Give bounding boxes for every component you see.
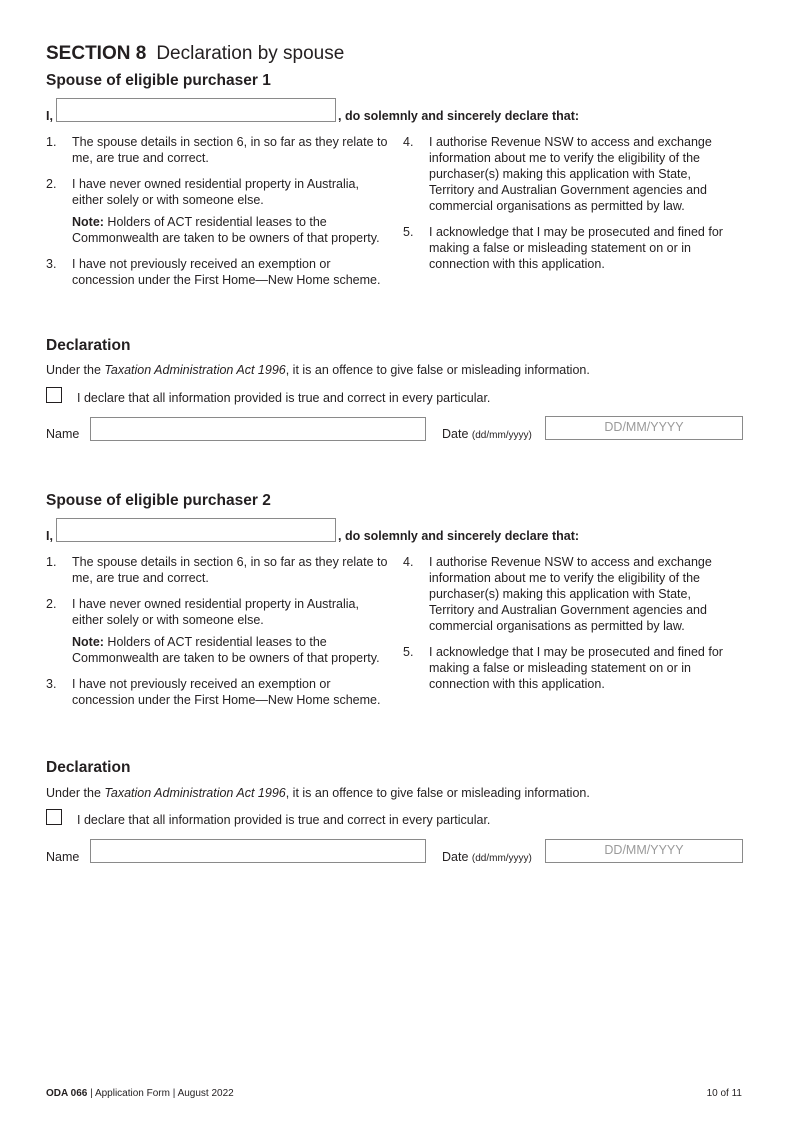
declaration-heading: Declaration <box>46 759 131 776</box>
intro-suffix: , do solemnly and sincerely declare that: <box>338 529 580 543</box>
list-item: 2. I have never owned residential property in Australia, either solely or with someone else. Note: Holders of ACT residential leases to the Commonwealth are taken to be owners of that property. <box>46 596 391 666</box>
section-name: Declaration by spouse <box>156 43 345 64</box>
footer-info: ODA 066 | Application Form | August 2022 <box>46 1088 234 1099</box>
spouse-heading: Spouse of eligible purchaser 2 <box>46 492 271 509</box>
declarant-name-field[interactable] <box>56 518 336 542</box>
intro-suffix: , do solemnly and sincerely declare that: <box>338 109 580 123</box>
spouse-heading: Spouse of eligible purchaser 1 <box>46 72 271 89</box>
declaration-list-left <box>46 134 391 298</box>
declarant-name-field[interactable] <box>56 98 336 122</box>
declaration-checkbox[interactable] <box>46 809 62 825</box>
act-name: Taxation Administration Act 1996 <box>104 363 286 377</box>
list-item: 3. I have not previously received an exemption or concession under the First Home—New Home scheme. <box>46 257 381 287</box>
declaration-heading: Declaration <box>46 337 131 354</box>
declaration-list-right <box>403 554 733 702</box>
list-item: 1. The spouse details in section 6, in so far as they relate to me, are true and correct. <box>46 135 388 165</box>
list-item: 5. I acknowledge that I may be prosecuted and fined for making a false or misleading statement on or in connection with this application. <box>403 645 723 691</box>
name-label: Name <box>46 427 80 441</box>
form-name: Application Form <box>94 1088 170 1099</box>
name-field[interactable] <box>90 417 426 441</box>
list-item: 1. The spouse details in section 6, in so far as they relate to me, are true and correct. <box>46 555 388 585</box>
date-label: Date (dd/mm/yyyy) <box>442 427 532 441</box>
declaration-text: Under the Taxation Administration Act 1996, it is an offence to give false or misleading information. <box>46 363 590 377</box>
date-label: Date (dd/mm/yyyy) <box>442 850 532 864</box>
date-field[interactable]: DD/MM/YYYY <box>545 416 743 440</box>
intro-prefix: I, <box>46 529 53 543</box>
list-item: 3. I have not previously received an exemption or concession under the First Home—New Home scheme. <box>46 677 381 707</box>
section-title <box>46 42 344 66</box>
form-code: ODA 066 <box>46 1088 88 1099</box>
act-name: Taxation Administration Act 1996 <box>104 786 286 800</box>
date-format-hint: (dd/mm/yyyy) <box>471 430 532 441</box>
list-item: 4. I authorise Revenue NSW to access and exchange information about me to verify the eligibility of the purchaser(s) making this application with State, Territory and Australian Government agencies and commercial organisations as permitted by law. <box>403 135 712 213</box>
name-label: Name <box>46 850 80 864</box>
declaration-checkbox[interactable] <box>46 387 62 403</box>
intro-prefix: I, <box>46 109 53 123</box>
checkbox-label: I declare that all information provided is true and correct in every particular. <box>77 391 491 405</box>
list-item: 5. I acknowledge that I may be prosecuted and fined for making a false or misleading statement on or in connection with this application. <box>403 225 723 271</box>
declaration-list-left <box>46 554 391 718</box>
list-item: 2. I have never owned residential property in Australia, either solely or with someone else. Note: Holders of ACT residential leases to the Commonwealth are taken to be owners of that property. <box>46 176 391 246</box>
section-number: SECTION 8 <box>46 43 147 64</box>
list-item: 4. I authorise Revenue NSW to access and exchange information about me to verify the eligibility of the purchaser(s) making this application with State, Territory and Australian Government agencies and commercial organisations as permitted by law. <box>403 555 712 633</box>
form-page <box>46 0 746 1130</box>
form-date: August 2022 <box>177 1088 234 1099</box>
date-format-hint: (dd/mm/yyyy) <box>471 853 532 864</box>
note: Note: Holders of ACT residential leases to the Commonwealth are taken to be owners of that property. <box>72 215 380 245</box>
page-number: 10 of 11 <box>706 1088 742 1099</box>
name-field[interactable] <box>90 839 426 863</box>
note: Note: Holders of ACT residential leases to the Commonwealth are taken to be owners of that property. <box>72 635 380 665</box>
date-field[interactable]: DD/MM/YYYY <box>545 839 743 863</box>
declaration-text: Under the Taxation Administration Act 1996, it is an offence to give false or misleading information. <box>46 786 590 800</box>
declaration-list-right <box>403 134 733 282</box>
checkbox-label: I declare that all information provided is true and correct in every particular. <box>77 813 491 827</box>
